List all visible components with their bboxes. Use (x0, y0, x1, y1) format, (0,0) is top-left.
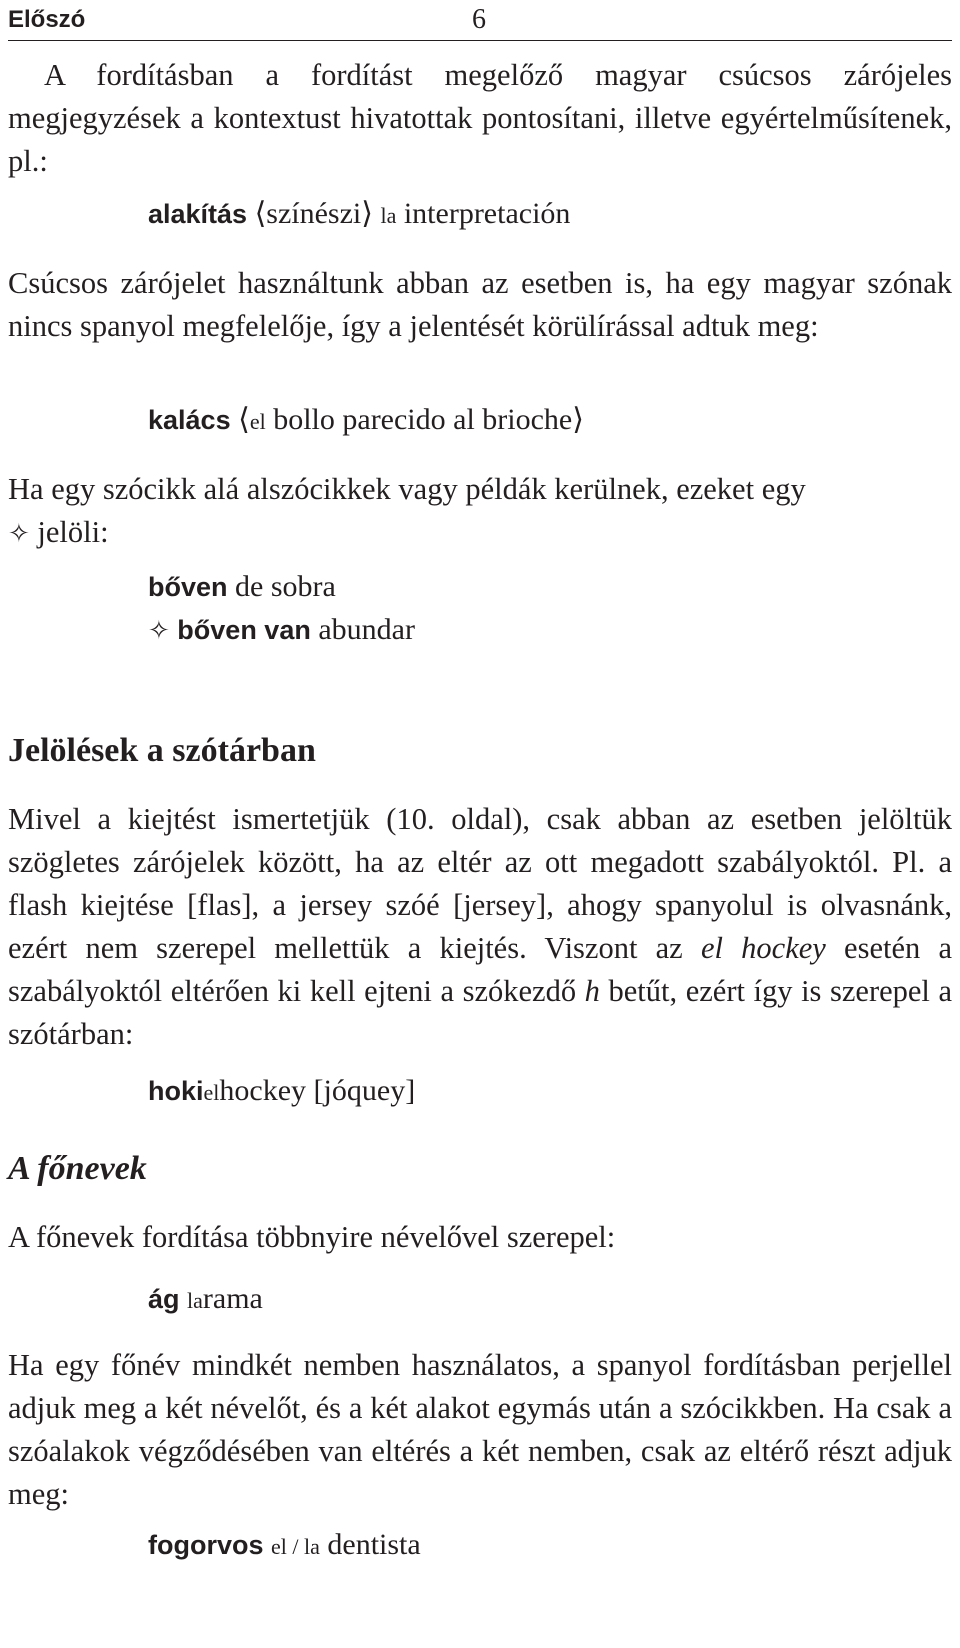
paragraph-pronunciation (8, 798, 952, 1056)
page-number: 6 (472, 4, 486, 35)
example-alakitas (148, 196, 570, 231)
paragraph-paraphrase: Csúcsos zárójelet használtunk abban az esetben is, ha egy magyar szónak nincs spanyol megfelelője, így a jelentését körülírással adtuk meg: (8, 266, 952, 343)
italic-letter: h (584, 974, 600, 1008)
example-boven-van (148, 613, 415, 647)
open-angle-bracket: ⟨ (238, 403, 250, 436)
example-pronunciation: [jóquey] (313, 1074, 416, 1107)
example-headword: hoki (148, 1076, 204, 1106)
example-translation: abundar (318, 613, 415, 646)
example-hoki (148, 1074, 415, 1108)
example-article: el (203, 1080, 220, 1105)
example-translation: de sobra (235, 570, 336, 603)
paragraph-text: esetén a szabályoktól eltérően ki kell ejteni a szókezdő (8, 931, 953, 1008)
header-section-title: Előszó (8, 6, 86, 33)
example-fogorvos (148, 1528, 421, 1562)
example-headword: alakítás (148, 199, 248, 229)
paragraph-nouns: A főnevek fordítása többnyire névelővel szerepel: (8, 1220, 616, 1254)
example-kalacs (148, 402, 584, 437)
example-headword: fogorvos (148, 1530, 264, 1560)
example-translation: bollo parecido al brioche (273, 403, 573, 436)
running-header (8, 6, 952, 41)
example-article: la (380, 203, 397, 228)
paragraph-tail: jelöli: (37, 515, 109, 549)
italic-term: el hockey (700, 931, 826, 965)
example-context: ⟨színészi⟩ (254, 197, 373, 230)
example-ag (148, 1282, 263, 1316)
example-article: el / la (271, 1534, 320, 1559)
example-article: el (249, 409, 266, 434)
example-headword: bőven (148, 572, 228, 602)
example-translation: interpretación (403, 197, 571, 230)
paragraph-angle-brackets: A fordításban a fordítást megelőző magyar csúcsos zárójeles megjegyzések a kontextust hivatottak pontosítani, illetve egyértelműsítenek, pl.: (8, 58, 952, 178)
subentry-marker-icon: ✧ (8, 519, 30, 548)
example-translation: hockey (219, 1074, 307, 1107)
paragraph-text: Ha egy szócikk alá alszócikkek vagy példák kerülnek, ezeket egy (8, 472, 806, 506)
example-translation: rama (202, 1282, 263, 1315)
paragraph-text: Mivel a kiejtést ismertetjük (10. oldal), csak abban az esetben jelöltük szögletes zárójelek között, ha az eltér az ott megadott szabályoktól. Pl. a flash kiejtése [flas], a jersey szóé [jersey], ahogy spanyolul is olvasnánk, ezért nem szerepel mellettük a kiejtés. Viszont az (8, 802, 952, 965)
example-headword: ág (148, 1284, 180, 1314)
section-title-notations: Jelölések a szótárban (8, 732, 316, 769)
example-headword: bőven van (177, 615, 311, 645)
paragraph-subentries (8, 468, 952, 555)
example-headword: kalács (148, 405, 231, 435)
example-article: la (187, 1288, 203, 1313)
close-angle-bracket: ⟩ (572, 403, 584, 436)
example-boven (148, 570, 336, 604)
example-translation: dentista (327, 1528, 421, 1561)
paragraph-text: betűt, ezért így is szerepel a szótárban: (8, 974, 953, 1051)
section-title-nouns: A főnevek (8, 1150, 147, 1187)
subentry-marker-icon: ✧ (148, 616, 170, 645)
paragraph-both-genders: Ha egy főnév mindkét nemben használatos, a spanyol fordításban perjellel adjuk meg a két névelőt, és a két alakot egymás után a szócikkben. Ha csak a szóalakok végződésében van eltérés a két nemben, csak az eltérő részt adjuk meg: (8, 1348, 952, 1511)
